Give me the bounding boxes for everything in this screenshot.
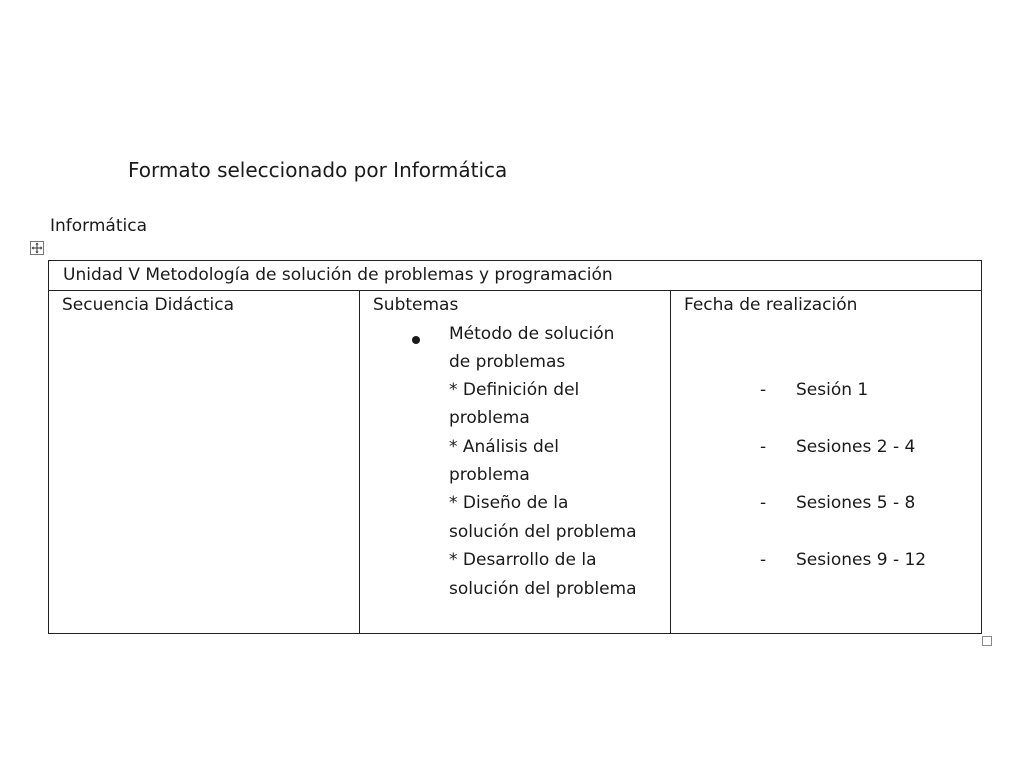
subtopics-cell[interactable] bbox=[360, 291, 671, 634]
unit-header-cell[interactable] bbox=[49, 261, 982, 291]
session-label: Sesiones 9 - 12 bbox=[796, 550, 927, 570]
session-dash: - bbox=[760, 493, 767, 513]
subtopic-line: * Definición del bbox=[449, 380, 580, 400]
dates-heading: Fecha de realización bbox=[684, 295, 858, 315]
subtopic-line: * Desarrollo de la bbox=[449, 550, 597, 570]
page-title: Formato seleccionado por Informática bbox=[128, 158, 508, 182]
unit-header-text: Unidad V Metodología de solución de problemas y programación bbox=[63, 265, 613, 285]
subtopic-line: problema bbox=[449, 408, 530, 428]
session-dash: - bbox=[760, 380, 767, 400]
dates-cell[interactable] bbox=[671, 291, 982, 634]
sequence-heading: Secuencia Didáctica bbox=[62, 295, 235, 315]
session-label: Sesiones 2 - 4 bbox=[796, 437, 916, 457]
bullet-icon bbox=[412, 336, 420, 344]
subtopic-line: * Análisis del bbox=[449, 437, 559, 457]
subtopics-heading: Subtemas bbox=[373, 295, 459, 315]
table-resize-handle-icon[interactable] bbox=[982, 636, 992, 646]
subtopic-line: solución del problema bbox=[449, 522, 637, 542]
syllabus-table bbox=[48, 260, 982, 634]
session-label: Sesiones 5 - 8 bbox=[796, 493, 916, 513]
session-dash: - bbox=[760, 550, 767, 570]
subtopic-line: * Diseño de la bbox=[449, 493, 569, 513]
session-dash: - bbox=[760, 437, 767, 457]
subtopic-line: de problemas bbox=[449, 352, 566, 372]
session-label: Sesión 1 bbox=[796, 380, 869, 400]
table-move-handle-icon[interactable] bbox=[30, 241, 44, 255]
subject-label: Informática bbox=[50, 216, 147, 236]
subtopic-line: problema bbox=[449, 465, 530, 485]
subtopic-line: solución del problema bbox=[449, 579, 637, 599]
sequence-cell[interactable] bbox=[49, 291, 360, 634]
subtopic-line: Método de solución bbox=[449, 324, 615, 344]
